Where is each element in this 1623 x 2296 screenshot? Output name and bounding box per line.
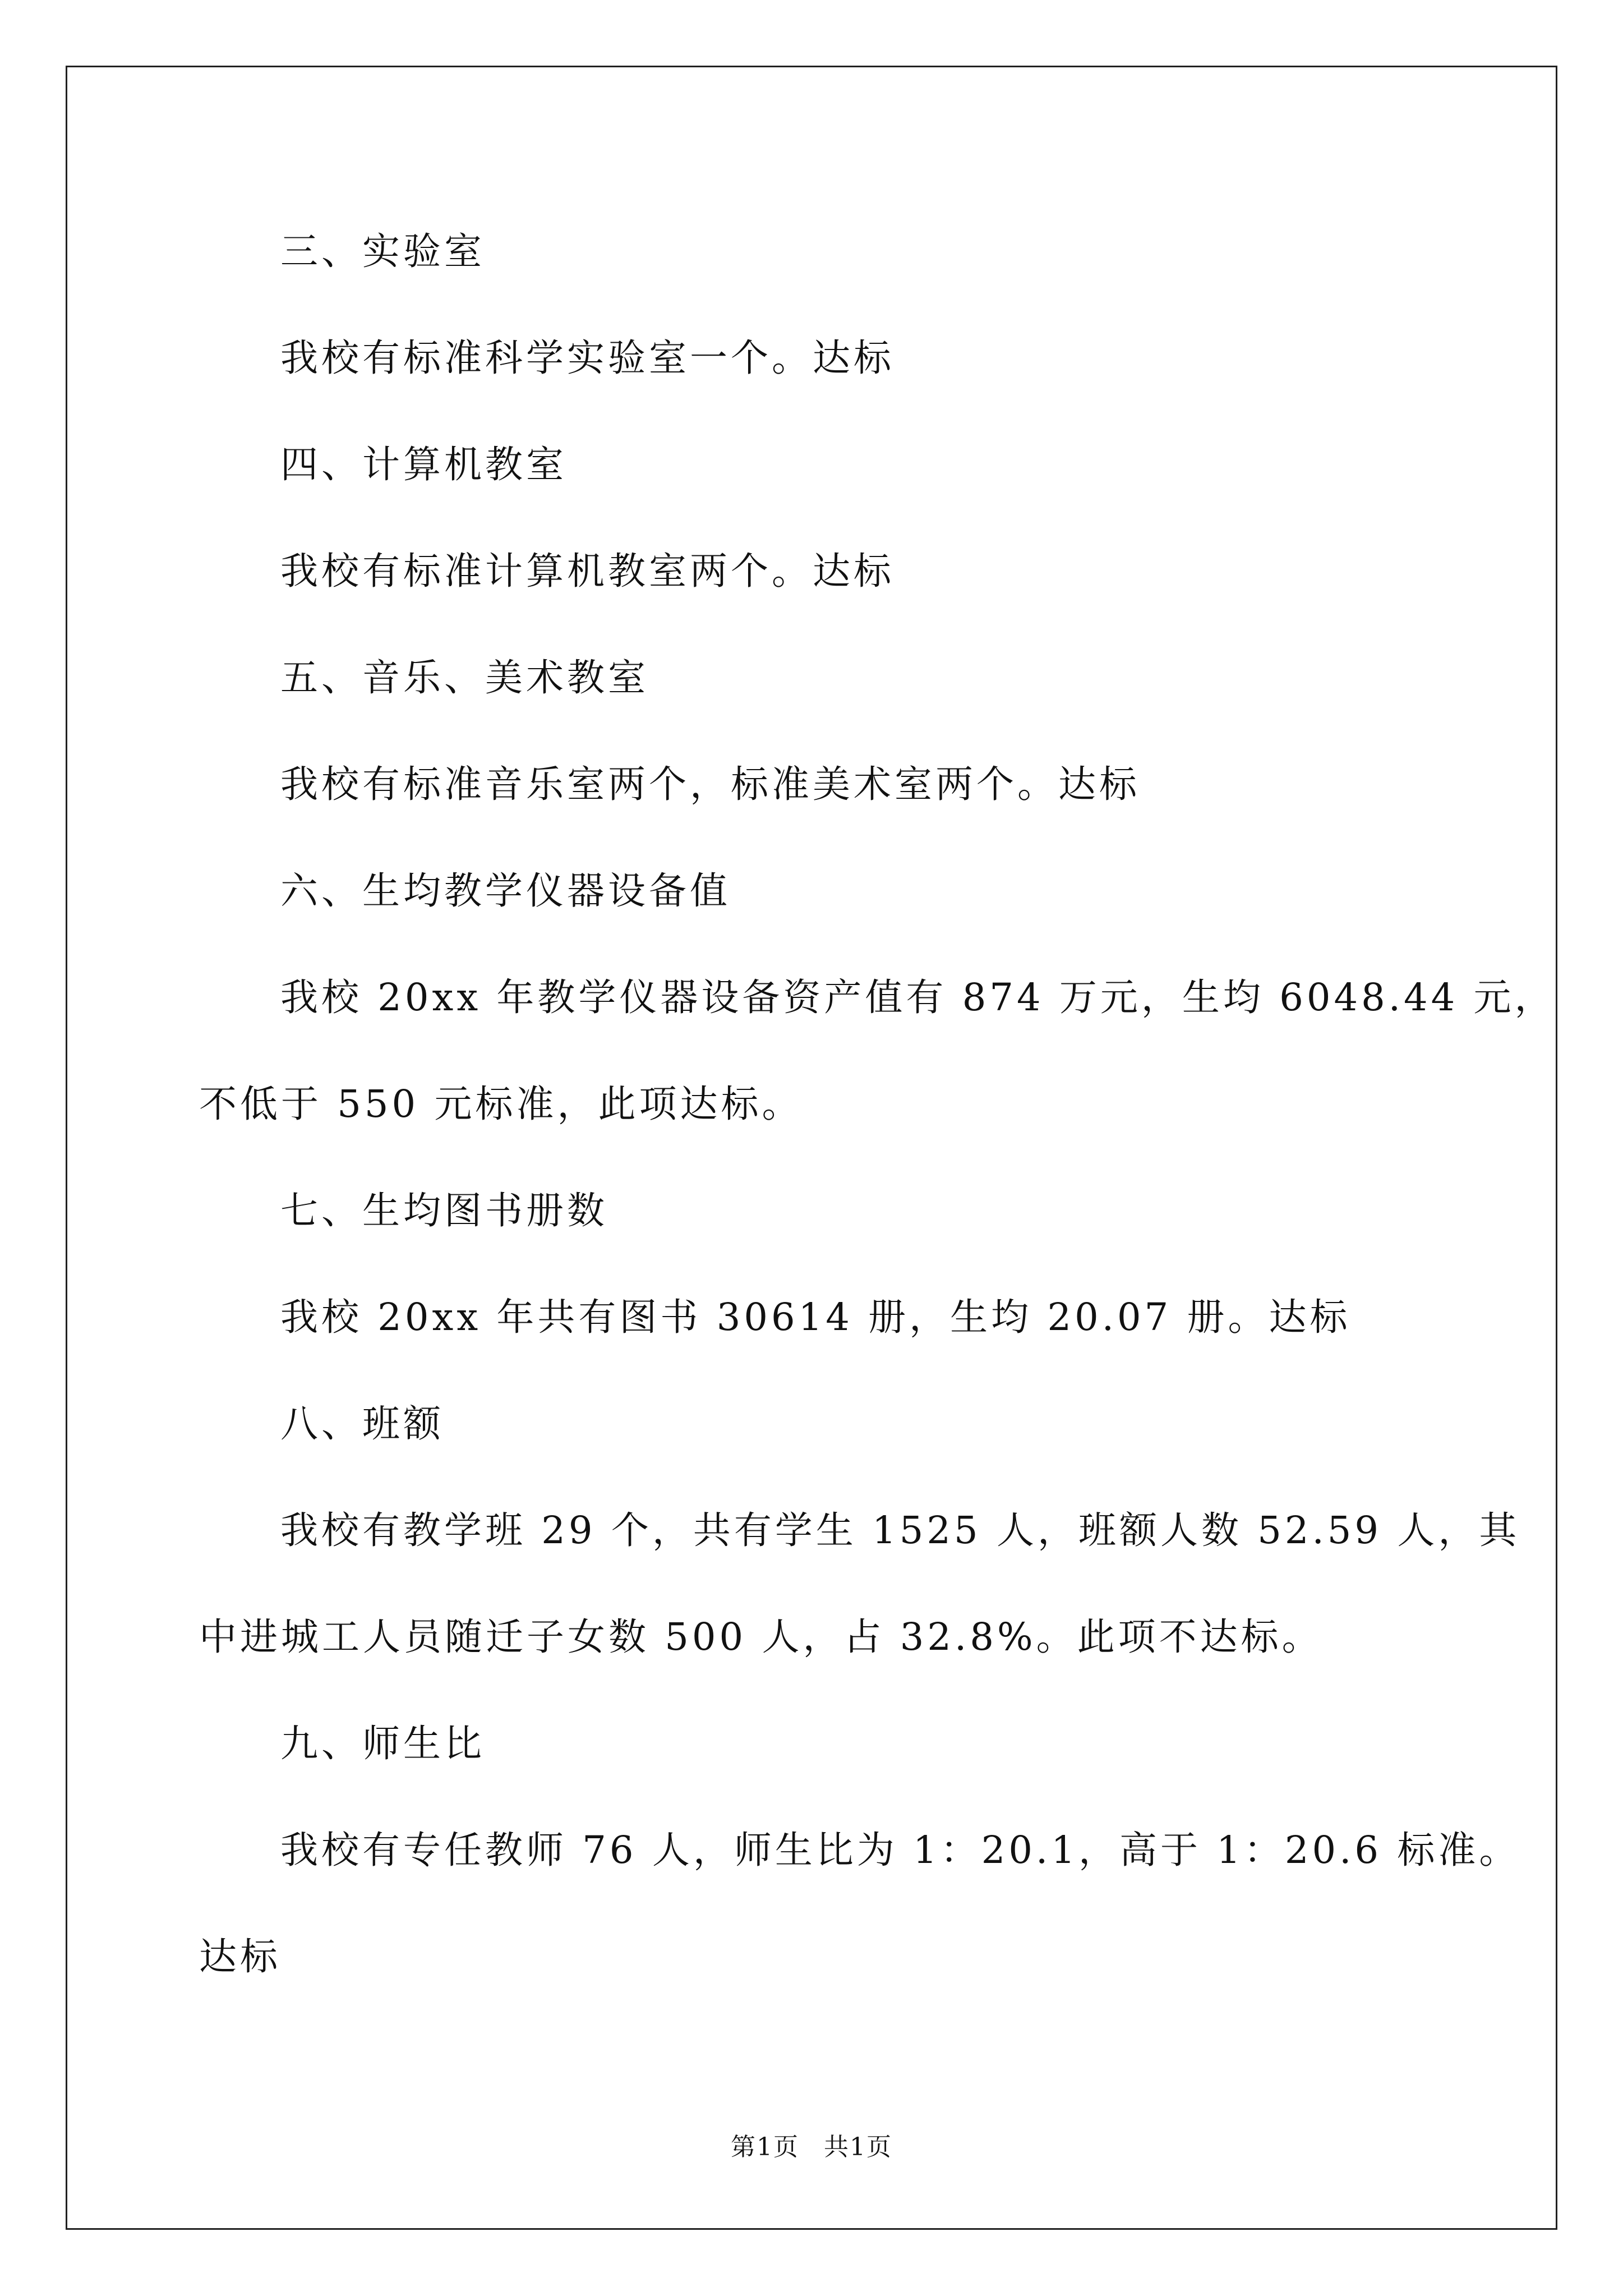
paragraph-music-art: 我校有标准音乐室两个，标准美术室两个。达标	[280, 762, 1140, 806]
section-heading-teacher-ratio: 九、师生比	[280, 1722, 485, 1765]
section-heading-equipment-value: 六、生均教学仪器设备值	[280, 869, 731, 913]
paragraph-teacher-ratio-line2: 达标	[199, 1935, 281, 1978]
paragraph-equipment-value-line2: 不低于 550 元标准，此项达标。	[199, 1082, 803, 1126]
section-heading-computer-room: 四、计算机教室	[280, 443, 567, 486]
section-heading-books: 七、生均图书册数	[280, 1189, 608, 1232]
paragraph-teacher-ratio-line1: 我校有专任教师 76 人，师生比为 1：20.1，高于 1：20.6 标准。	[280, 1828, 1520, 1872]
page-number-total: 共1页	[824, 2133, 892, 2161]
paragraph-equipment-value-line1: 我校 20xx 年教学仪器设备资产值有 874 万元，生均 6048.44 元，	[280, 976, 1556, 1019]
paragraph-class-size-line1: 我校有教学班 29 个，共有学生 1525 人，班额人数 52.59 人，其	[280, 1508, 1520, 1552]
paragraph-class-size-line2: 中进城工人员随迁子女数 500 人，占 32.8%。此项不达标。	[199, 1615, 1323, 1659]
paragraph-lab: 我校有标准科学实验室一个。达标	[280, 336, 895, 380]
section-heading-music-art: 五、音乐、美术教室	[280, 656, 649, 700]
paragraph-computer-room: 我校有标准计算机教室两个。达标	[280, 549, 895, 593]
section-heading-class-size: 八、班额	[280, 1402, 444, 1446]
paragraph-books: 我校 20xx 年共有图书 30614 册，生均 20.07 册。达标	[280, 1295, 1351, 1339]
page-border	[66, 66, 1557, 2230]
page-number-current: 第1页	[731, 2133, 799, 2161]
page-footer	[0, 2132, 1623, 2163]
section-heading-lab: 三、实验室	[280, 229, 485, 273]
